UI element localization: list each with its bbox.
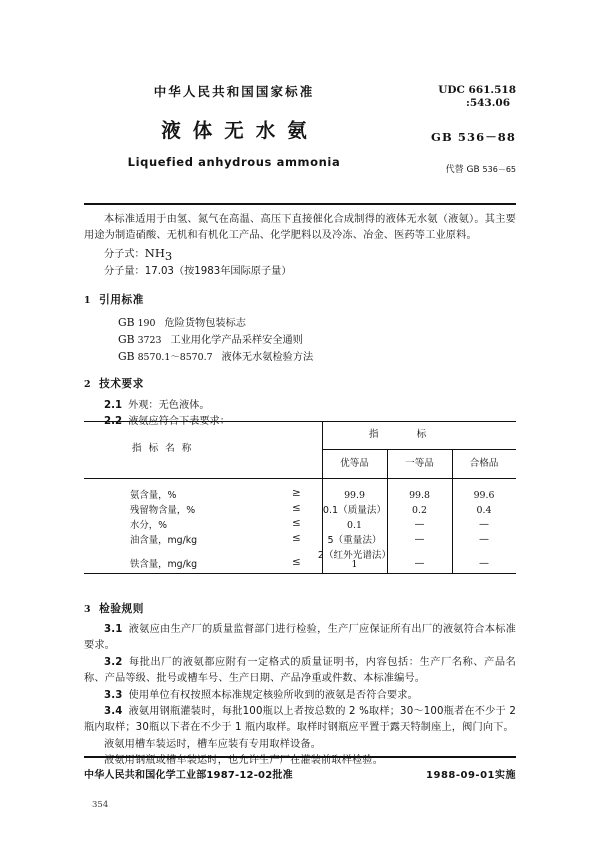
table-top-border	[84, 421, 516, 422]
clause-3-2-number: 3.2	[104, 656, 123, 668]
clause-3-1-number: 3.1	[104, 624, 123, 635]
clause-3-4-text: 液氨用钢瓶灌装时，每批100瓶以上者按总数的 2 %取样；30～100瓶者在不少于 2 瓶内取样；30瓶以下者在不少于 1 瓶内取样。取样时钢瓶应平置于露天特制座上，阀门向下。	[84, 706, 516, 734]
udc-code	[384, 84, 516, 109]
table-col-header-grade-1: 一等品	[405, 458, 434, 469]
header-meta-block	[384, 84, 516, 176]
referenced-standards-list	[84, 315, 516, 367]
table-cell-4-first: —	[414, 558, 425, 569]
national-standard-label: 中华人民共和国国家标准	[153, 84, 315, 99]
table-col-header-grade-2: 合格品	[469, 458, 499, 469]
document-footer	[84, 766, 516, 782]
section-2-heading	[84, 376, 516, 393]
section-2-title: 技术要求	[99, 377, 144, 390]
list-item	[118, 315, 516, 332]
section-2-number: 2	[84, 378, 92, 390]
clause-3-3	[84, 688, 516, 704]
clause-3-1-text: 液氨应由生产厂的质量监督部门进行检验，生产厂应保证所有出厂的液氨符合本标准要求。	[84, 624, 516, 652]
list-item	[118, 349, 516, 366]
molecular-formula-value: NH	[144, 245, 165, 260]
reference-number-0: 190	[137, 317, 156, 329]
table-cell-1-qualified: 0.4	[476, 505, 492, 516]
section-3-extra-paragraph-0: 液氨用槽车装运时，槽车应装有专用取样设备。	[104, 738, 322, 750]
specifications-table	[84, 421, 516, 581]
clause-2-2-number: 2.2	[104, 416, 123, 428]
section-3-extra-paragraph-1: 液氨用钢瓶或槽车装运时，也允许生产厂在灌装前取样检验。	[104, 755, 384, 767]
molecular-mass-line	[84, 264, 516, 280]
clause-2-2-text: 液氨应符合下表要求：	[128, 416, 230, 428]
clause-3-3-number: 3.3	[104, 689, 123, 701]
header-divider-rule	[84, 203, 516, 205]
header-title-block	[84, 84, 384, 169]
udc-line-2: :543.06	[465, 96, 510, 109]
table-cell-3-first: —	[414, 534, 425, 545]
replaces-label: 代替	[445, 165, 464, 175]
page-title: 液体无水氨	[161, 119, 319, 142]
table-cell-1-premium: 0.1（质量法）	[322, 505, 387, 516]
clause-2-1	[84, 398, 516, 414]
reference-gb-1: GB	[118, 333, 135, 347]
table-cell-0-qualified: 99.6	[473, 490, 495, 501]
effective-date: 1988-09-01实施	[426, 770, 516, 781]
reference-gb-0: GB	[118, 315, 135, 329]
table-bottom-border	[84, 573, 516, 574]
section-1-number: 1	[84, 294, 92, 306]
clause-3-4	[84, 704, 516, 737]
clause-3-2-text: 每批出厂的液氨都应附有一定格式的质量证明书，内容包括：生产厂名称、产品名称、产品等级、批号或槽车号、生产日期、产品净重或件数、本标准编号。	[84, 656, 516, 685]
replaces-number: 536－65	[482, 165, 516, 174]
clause-3-4-number: 3.4	[104, 706, 123, 718]
table-col-header-grade-0: 优等品	[340, 458, 369, 469]
reference-gb-2: GB	[118, 350, 135, 364]
section-3-number: 3	[84, 604, 92, 615]
document-header	[84, 84, 516, 188]
section-1-heading	[84, 292, 516, 309]
table-row-operator-3: ≤	[292, 532, 301, 544]
page-number: 354	[92, 800, 109, 810]
table-cell-2-premium: 0.1	[347, 520, 362, 531]
clause-3-2	[84, 655, 516, 688]
table-group-divider	[322, 449, 516, 450]
list-item	[118, 332, 516, 349]
udc-line-1: UDC 661.518	[438, 84, 516, 96]
clause-2-1-text: 外观：无色液体。	[128, 399, 210, 411]
table-cell-0-first: 99.8	[409, 490, 430, 501]
reference-name-2: 液体无水氨检验方法	[221, 352, 314, 364]
table-col-header-indicator-name: 指标名称	[132, 443, 199, 454]
table-row-label-2: 水分，%	[130, 520, 168, 531]
clause-3-1	[84, 622, 516, 655]
reference-name-0: 危险货物包装标志	[164, 317, 246, 329]
molecular-formula-line	[84, 245, 516, 264]
clause-2-1-number: 2.1	[104, 399, 123, 411]
table-col-group-header: 指标	[369, 429, 465, 440]
table-cell-3-qualified: —	[479, 534, 489, 545]
table-cell-3-premium-alt: 2（红外光谱法）	[317, 550, 392, 561]
table-row-label-3: 油含量，mg/kg	[130, 535, 198, 546]
molecular-mass-label: 分子量：	[104, 266, 145, 278]
clause-3-3-text: 使用单位有权按照本标准规定核验所收到的液氨是否符合要求。	[128, 689, 418, 701]
standard-number: GB 536－88	[431, 130, 516, 144]
approval-statement: 中华人民共和国化学工业部1987-12-02批准	[84, 770, 293, 781]
reference-number-2: 8570.1～8570.7	[137, 352, 213, 364]
reference-name-1: 工业用化学产品采样安全通则	[170, 335, 303, 347]
table-row-label-1: 残留物含量，%	[130, 505, 196, 516]
table-row-label-0: 氨含量，%	[130, 490, 177, 501]
section-3-title: 检验规则	[99, 603, 144, 615]
table-row-operator-4: ≤	[292, 556, 301, 568]
section-3-heading	[84, 601, 516, 618]
table-row-operator-2: ≤	[292, 517, 301, 529]
reference-number-1: 3723	[137, 335, 162, 347]
table-cell-2-qualified: —	[479, 519, 489, 530]
table-row-operator-1: ≤	[292, 502, 301, 514]
scope-paragraph: 本标准适用于由氢、氮气在高温、高压下直接催化合成制得的液体无水氨（液氨）。其主要用途为制造硝酸、无机和有机化工产品、化学肥料以及冷冻、冶金、医药等工业原料。	[84, 214, 516, 242]
table-cell-2-first: —	[414, 519, 425, 530]
table-cell-0-premium: 99.9	[344, 490, 365, 501]
table-cell-4-premium: 1	[351, 559, 358, 570]
table-row-label-4: 铁含量，mg/kg	[130, 559, 198, 570]
molecular-mass-value: 17.03（按1983年国际原子量）	[144, 266, 292, 278]
table-row-operator-0: ≥	[292, 487, 301, 499]
replaces-note	[384, 164, 516, 176]
section-3-block	[84, 601, 516, 770]
section-1-title: 引用标准	[99, 293, 144, 306]
document-body	[84, 212, 516, 431]
replaces-gb: GB	[466, 165, 480, 175]
page-title-english: Liquefied anhydrous ammonia	[127, 155, 341, 169]
molecular-formula-label: 分子式：	[104, 248, 145, 260]
molecular-formula-subscript: 3	[164, 248, 173, 263]
table-cell-1-first: 0.2	[412, 505, 427, 516]
table-cell-4-qualified: —	[479, 558, 489, 569]
footer-divider-rule	[84, 756, 516, 758]
table-cell-3-premium: 5（重量法）	[327, 535, 382, 546]
